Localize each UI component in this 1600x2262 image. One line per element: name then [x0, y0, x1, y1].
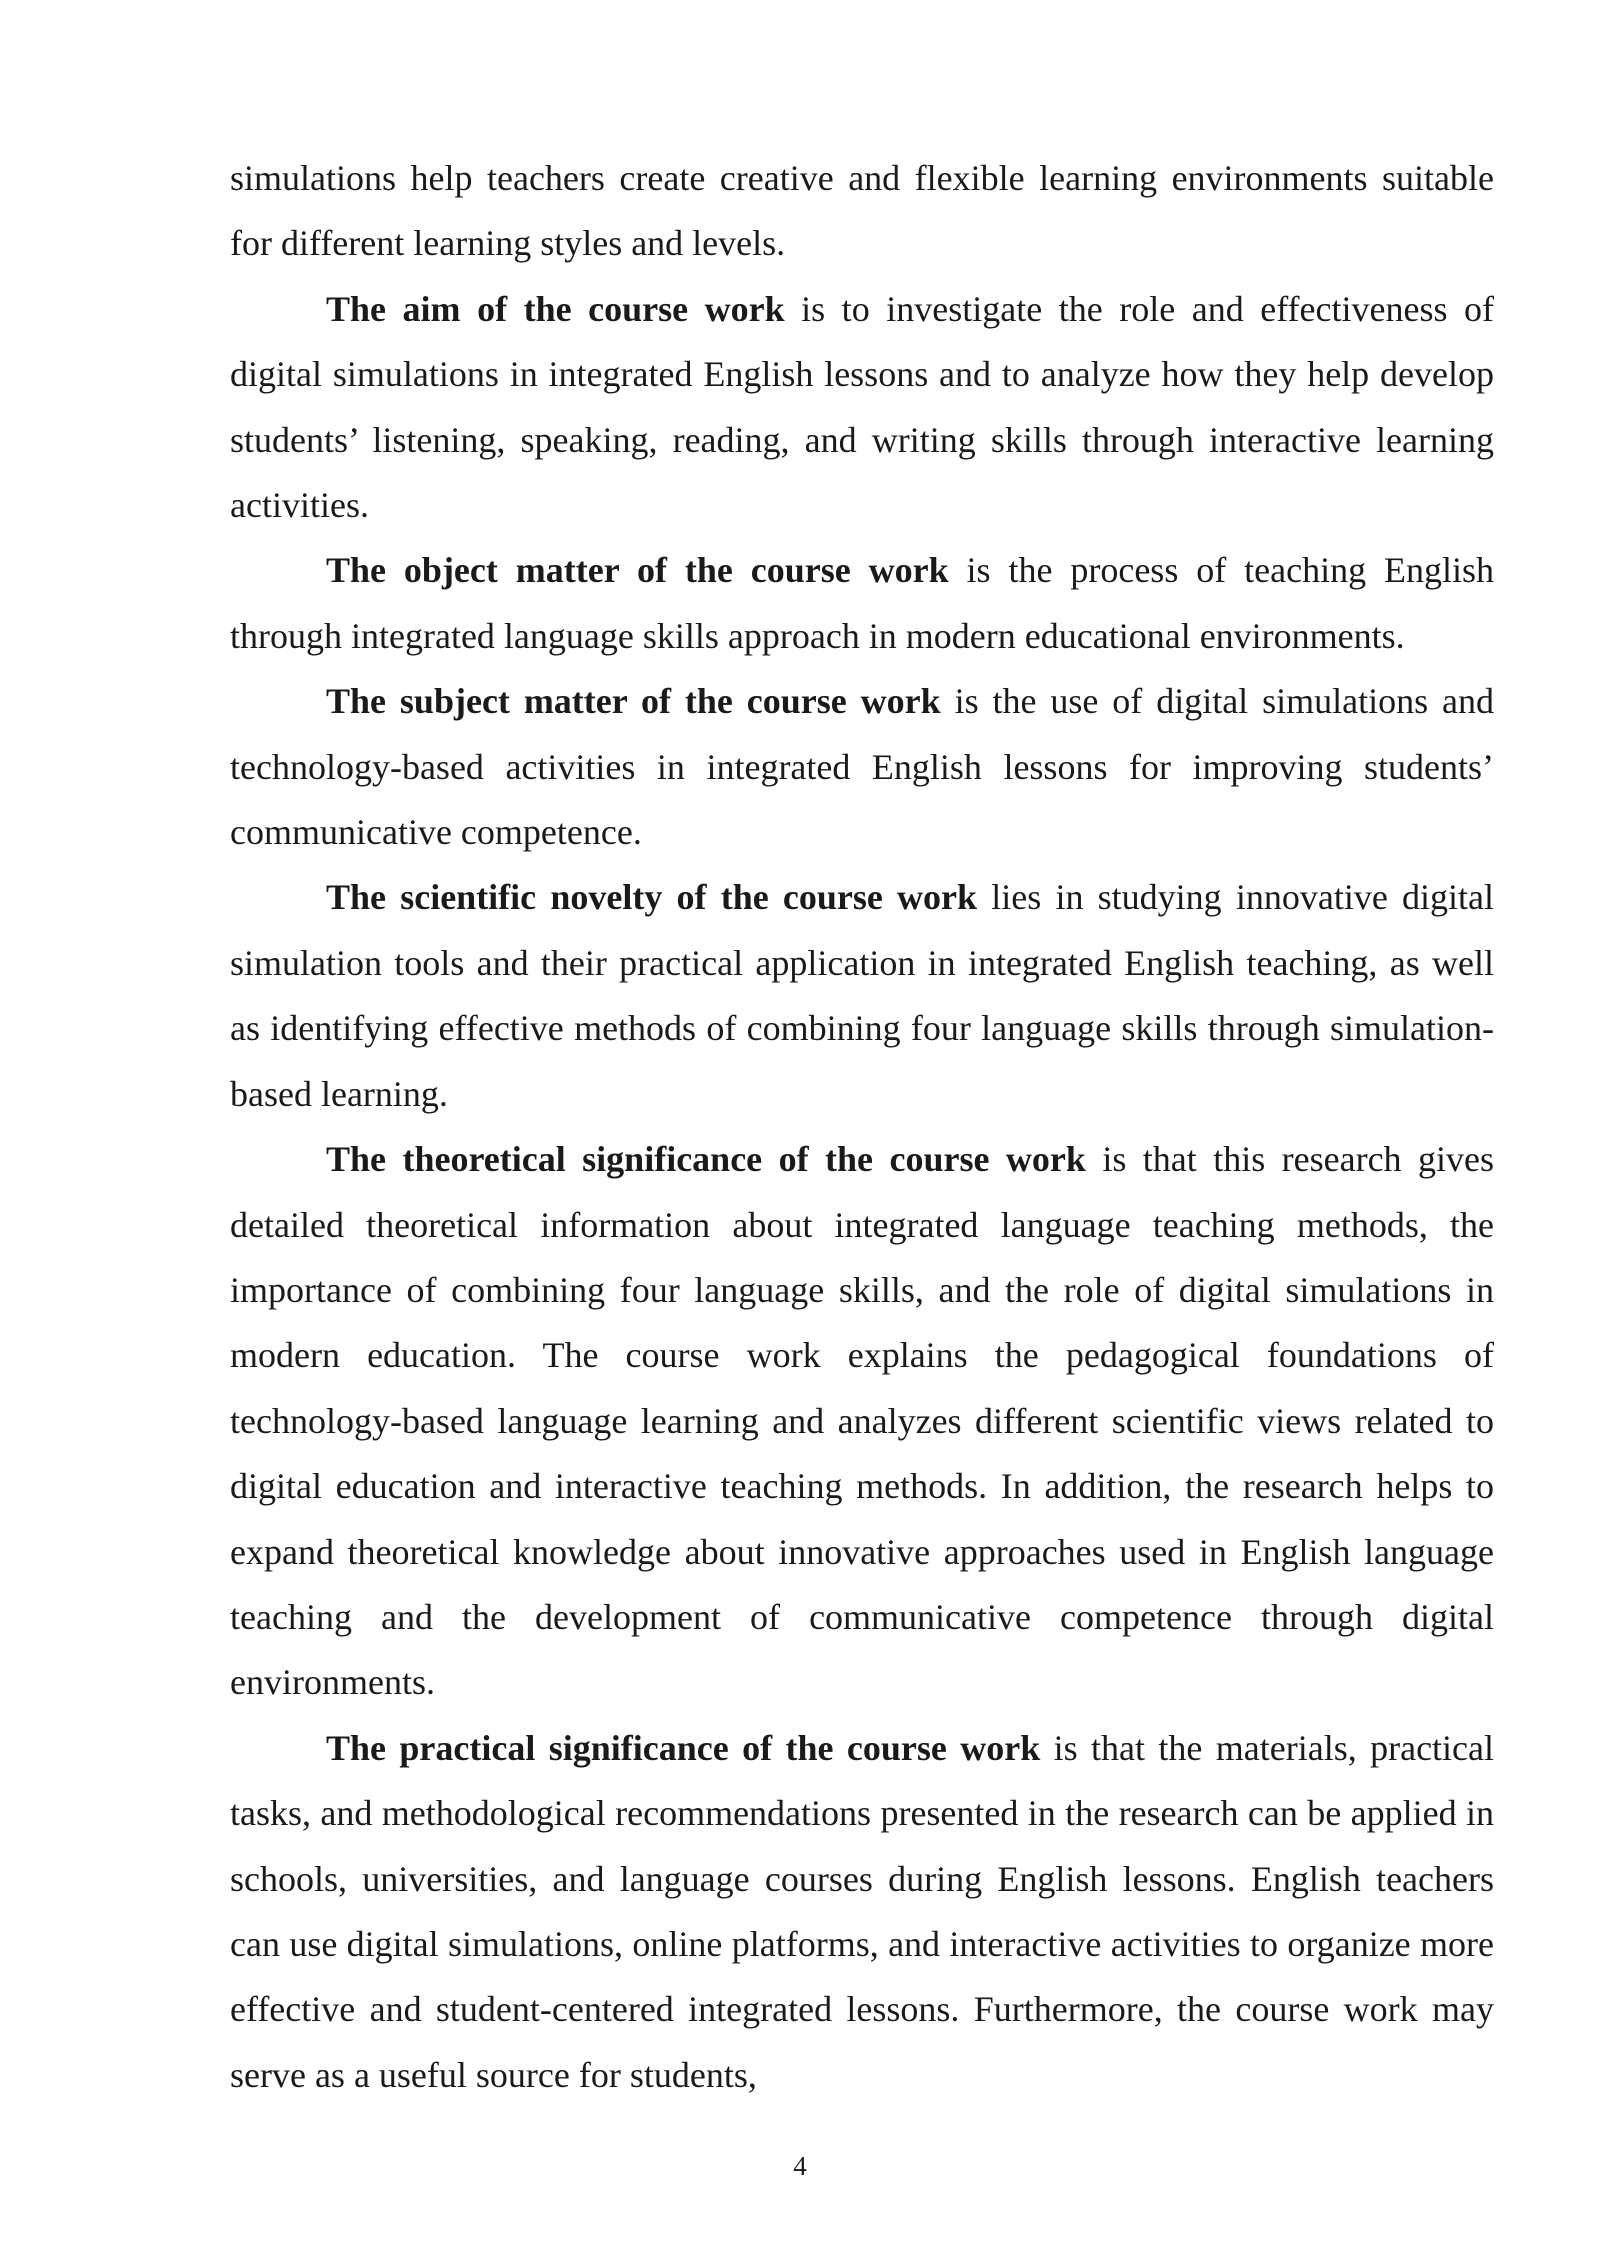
paragraph-novelty	[230, 865, 1494, 1127]
paragraph-text-novelty: lies in studying innovative digital simulation tools and their practical application in integrated English teaching, as well as identifying effective methods of combining four language skills through simulation-based learning.	[230, 877, 1494, 1114]
paragraph-heading-aim: The aim of the course work	[326, 288, 785, 329]
paragraph-heading-theoretical: The theoretical significance of the course work	[326, 1139, 1086, 1180]
body-text	[230, 146, 1494, 2108]
paragraph-theoretical	[230, 1127, 1494, 1716]
paragraph-text-theoretical: is that this research gives detailed theoretical information about integrated language teaching methods, the importance of combining four language skills, and the role of digital simulations in modern education. The course work explains the pedagogical foundations of technology-based language learning and analyzes different scientific views related to digital education and interactive teaching methods. In addition, the research helps to expand theoretical knowledge about innovative approaches used in English language teaching and the development of communicative competence through digital environments.	[230, 1139, 1494, 1703]
paragraph-heading-object: The object matter of the course work	[326, 550, 949, 591]
paragraph-subject	[230, 669, 1494, 865]
paragraph-heading-practical: The practical significance of the course work	[326, 1727, 1041, 1768]
paragraph-aim	[230, 277, 1494, 539]
paragraph-text-subject: is the use of digital simulations and technology-based activities in integrated English lessons for improving students’ communicative competence.	[230, 681, 1494, 853]
paragraph-text-aim: is to investigate the role and effectiveness of digital simulations in integrated English lessons and to analyze how they help develop students’ listening, speaking, reading, and writing skills through interactive learning activities.	[230, 288, 1494, 526]
paragraph-practical	[230, 1716, 1494, 2108]
paragraph-heading-subject: The subject matter of the course work	[326, 681, 941, 722]
paragraph-text-object: is the process of teaching English through integrated language skills approach in modern educational environments.	[230, 550, 1494, 656]
page-number: 4	[793, 2151, 807, 2181]
paragraph-object	[230, 538, 1494, 669]
paragraph-heading-novelty: The scientific novelty of the course work	[326, 877, 978, 918]
paragraph-continuation: simulations help teachers create creative and flexible learning environments suitable for different learning styles and levels.	[230, 158, 1494, 264]
paragraph-text-practical: is that the materials, practical tasks, and methodological recommendations presented in the research can be applied in schools, universities, and language courses during English lessons. English teachers can use digital simulations, online platforms, and interactive activities to organize more effective and student-centered integrated lessons. Furthermore, the course work may serve as a useful source for students,	[230, 1727, 1495, 2095]
